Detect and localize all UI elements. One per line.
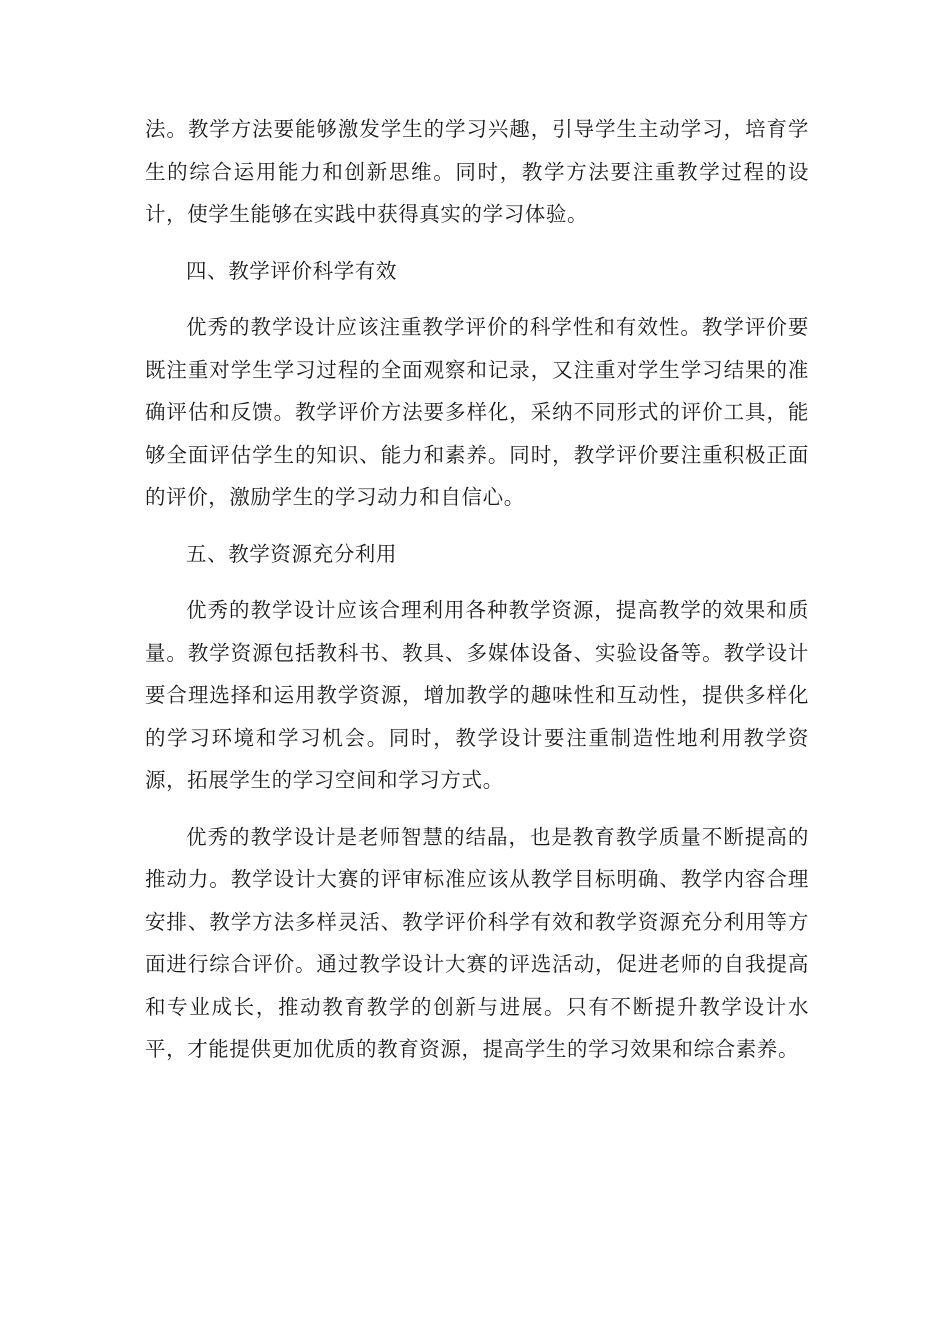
paragraph-gap	[145, 236, 809, 250]
paragraph-gap	[145, 519, 809, 533]
paragraph-resources: 优秀的教学设计应该合理利用各种教学资源，提高教学的效果和质量。教学资源包括教科书、教具、多媒体设备、实验设备等。教学设计要合理选择和运用教学资源，增加教学的趣味性和互动性，提供多样化的学习环境和学习机会。同时，教学设计要注重制造性地利用教学资源，拓展学生的学习空间和学习方式。	[145, 598, 809, 792]
section-heading-resources: 五、教学资源充分利用	[186, 541, 397, 566]
paragraph-method-continued: 法。教学方法要能够激发学生的学习兴趣，引导学生主动学习，培育学生的综合运用能力和创新思维。同时，教学方法要注重教学过程的设计，使学生能够在实践中获得真实的学习体验。	[145, 117, 809, 226]
section-heading-evaluation: 四、教学评价科学有效	[186, 258, 397, 283]
paragraph-evaluation: 优秀的教学设计应该注重教学评价的科学性和有效性。教学评价要既注重对学生学习过程的全面观察和记录，又注重对学生学习结果的准确评估和反馈。教学评价方法要多样化，采纳不同形式的评价工具，能够全面评估学生的知识、能力和素养。同时，教学评价要注重积极正面的评价，激励学生的学习动力和自信心。	[145, 315, 809, 509]
paragraph-gap	[145, 802, 809, 816]
paragraph-gap	[145, 575, 809, 589]
paragraph-conclusion: 优秀的教学设计是老师智慧的结晶，也是教育教学质量不断提高的推动力。教学设计大赛的评审标准应该从教学目标明确、教学内容合理安排、教学方法多样灵活、教学评价科学有效和教学资源充分利用等方面进行综合评价。通过教学设计大赛的评选活动，促进老师的自我提高和专业成长，推动教育教学的创新与进展。只有不断提升教学设计水平，才能提供更加优质的教育资源，提高学生的学习效果和综合素养。	[145, 824, 809, 1061]
paragraph-gap	[145, 292, 809, 306]
document-body	[145, 108, 809, 1071]
